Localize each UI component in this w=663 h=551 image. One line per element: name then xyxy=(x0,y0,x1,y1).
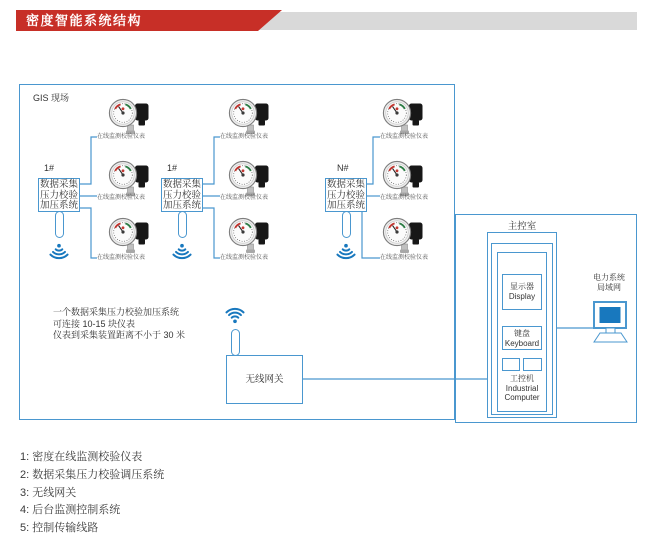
legend-item: 1: 密度在线监测校验仪表 xyxy=(20,451,143,463)
group3-box-line2: 压力校验 xyxy=(326,189,365,201)
group2-box-line1: 数据采集 xyxy=(162,179,201,190)
gauge-label: 在线监测校验仪表 xyxy=(220,195,269,201)
display-label-cn: 显示器 xyxy=(510,282,534,291)
capacity-note-line1: 一个数据采集压力校验加压系统 xyxy=(53,307,180,317)
group3-box-line1: 数据采集 xyxy=(326,179,365,190)
power-lan-line1: 电力系统 xyxy=(593,273,625,282)
wifi-signal-icon xyxy=(224,307,246,324)
gauge-label: 在线监测校验仪表 xyxy=(97,255,146,261)
gauge-label: 在线监测校验仪表 xyxy=(97,195,146,201)
group2-acquisition-box xyxy=(161,178,203,212)
gis-site-label: GIS 现场 xyxy=(33,93,70,103)
gauge-icon xyxy=(227,97,273,137)
gauge-label: 在线监测校验仪表 xyxy=(220,255,269,261)
display-label-en: Display xyxy=(508,292,536,301)
gauge-label: 在线监测校验仪表 xyxy=(380,195,429,201)
group1-box-line3: 加压系统 xyxy=(39,200,78,212)
wireless-gateway-box: 无线网关 xyxy=(226,355,303,404)
industrial-computer-label xyxy=(495,374,549,403)
legend-list xyxy=(20,449,164,538)
wifi-signal-icon xyxy=(48,243,70,260)
antenna-icon xyxy=(55,211,64,238)
header-gray-bar xyxy=(250,12,637,30)
antenna-icon xyxy=(231,329,240,356)
gauge-icon xyxy=(107,159,153,199)
group2-unit-label: 1# xyxy=(167,163,178,173)
gauge-label: 在线监测校验仪表 xyxy=(380,134,429,140)
group3-box-line3: 加压系统 xyxy=(326,200,365,212)
computer-drive-slot xyxy=(502,358,520,371)
gauge-icon xyxy=(227,216,273,256)
capacity-note-line2: 可连接 10-15 块仪表 xyxy=(53,318,136,329)
capacity-note-line3: 仪表到采集装置距离不小于 30 米 xyxy=(53,330,186,340)
keyboard-label-cn: 键盘 xyxy=(514,329,530,338)
group1-box-line1: 数据采集 xyxy=(39,179,78,190)
gauge-icon xyxy=(381,216,427,256)
power-lan-label xyxy=(581,273,637,292)
legend-item: 4: 后台监测控制系统 xyxy=(20,504,121,517)
computer-label-en1: Industrial xyxy=(505,383,539,393)
group1-acquisition-box xyxy=(38,178,80,212)
gauge-icon xyxy=(381,97,427,137)
antenna-icon xyxy=(342,211,351,238)
group2-box-line2: 压力校验 xyxy=(162,189,201,201)
group2-box-line3: 加压系统 xyxy=(162,200,201,212)
keyboard-box xyxy=(502,326,542,350)
legend-item: 2: 数据采集压力校验调压系统 xyxy=(20,468,165,481)
gauge-label: 在线监测校验仪表 xyxy=(380,255,429,261)
capacity-note xyxy=(53,307,185,342)
keyboard-label-en: Keyboard xyxy=(504,338,540,348)
computer-drive-slot xyxy=(523,358,542,371)
display-box xyxy=(502,274,542,310)
group1-unit-label: 1# xyxy=(44,163,55,173)
gauge-label: 在线监测校验仪表 xyxy=(220,134,269,140)
group3-unit-label: N# xyxy=(337,163,349,173)
antenna-icon xyxy=(178,211,187,238)
gauge-icon xyxy=(107,216,153,256)
wifi-signal-icon xyxy=(171,243,193,260)
legend-item: 3: 无线网关 xyxy=(20,486,77,499)
computer-label-cn: 工控机 xyxy=(510,374,534,383)
group1-box-line2: 压力校验 xyxy=(39,189,78,201)
gauge-icon xyxy=(381,159,427,199)
group3-acquisition-box xyxy=(325,178,367,212)
gauge-icon xyxy=(107,97,153,137)
wifi-signal-icon xyxy=(335,243,357,260)
gauge-label: 在线监测校验仪表 xyxy=(97,134,146,140)
gauge-icon xyxy=(227,159,273,199)
computer-label-en2: Computer xyxy=(504,393,540,402)
legend-item: 5: 控制传输线路 xyxy=(20,522,99,535)
page-title: 密度智能系统结构 xyxy=(26,13,143,28)
power-lan-line2: 局域网 xyxy=(597,282,621,292)
control-room-label: 主控室 xyxy=(507,221,537,232)
